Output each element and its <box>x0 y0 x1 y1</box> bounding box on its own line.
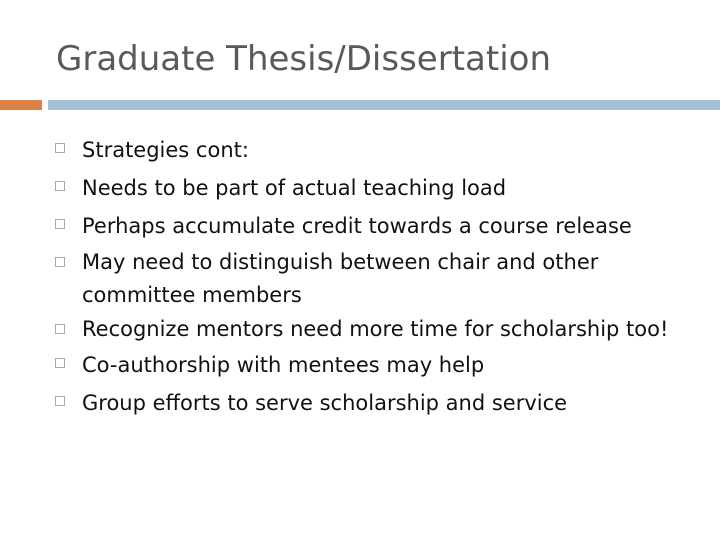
bullet-item <box>54 132 694 168</box>
bullet-text: Group efforts to serve scholarship and service <box>82 391 568 415</box>
bullet-text: May need to distinguish between chair and other committee members <box>82 250 599 307</box>
bullet-text: Perhaps accumulate credit towards a course release <box>82 214 632 238</box>
bullet-item <box>54 385 694 421</box>
bullet-item <box>54 208 694 244</box>
bullet-item <box>54 347 694 383</box>
title-divider <box>48 100 720 110</box>
square-outline-icon <box>55 324 65 334</box>
square-outline-icon <box>55 219 65 229</box>
square-outline-icon <box>55 358 65 368</box>
square-outline-icon <box>55 257 65 267</box>
slide-title: Graduate Thesis/Dissertation <box>56 39 551 79</box>
bullet-item <box>54 313 694 346</box>
bullet-text: Recognize mentors need more time for scholarship too! <box>82 317 669 341</box>
square-outline-icon <box>55 143 65 153</box>
title-divider-accent <box>0 100 42 110</box>
bullet-list <box>54 132 694 423</box>
bullet-item <box>54 246 694 312</box>
bullet-item <box>54 170 694 206</box>
bullet-text: Strategies cont: <box>82 138 249 162</box>
square-outline-icon <box>55 396 65 406</box>
bullet-text: Needs to be part of actual teaching load <box>82 176 507 200</box>
bullet-text: Co-authorship with mentees may help <box>82 353 485 377</box>
square-outline-icon <box>55 181 65 191</box>
